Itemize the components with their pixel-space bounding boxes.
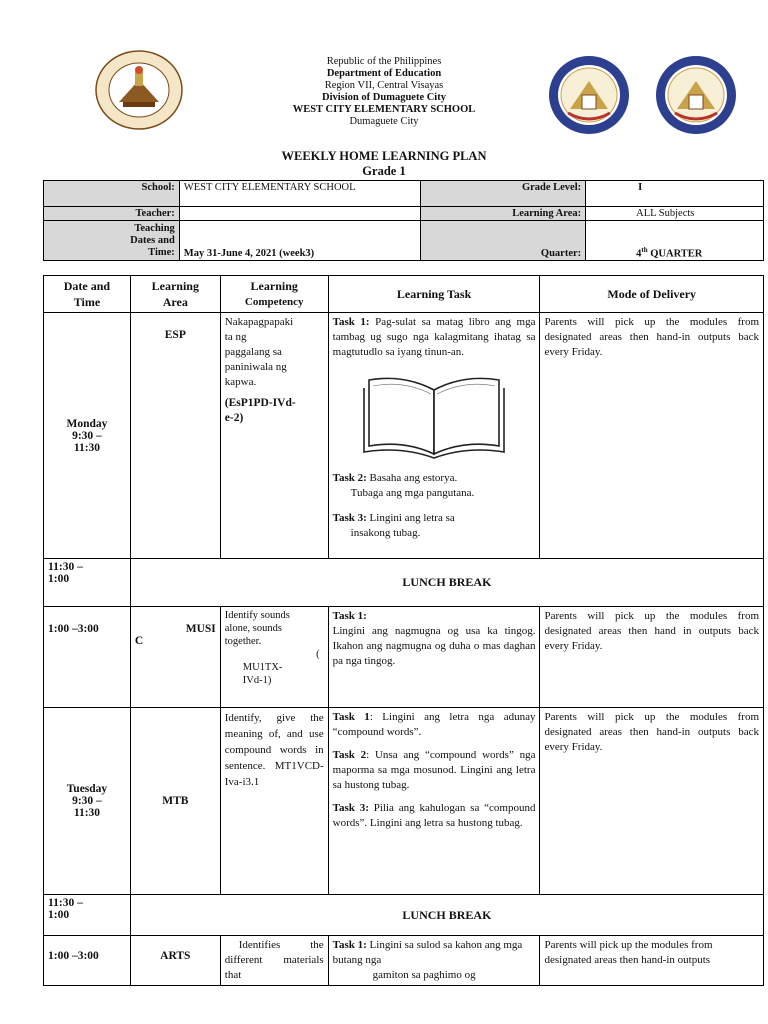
esp-task2-b: Tubaga ang mga pangutana. — [350, 487, 475, 499]
arts-task1-label: Task 1: — [332, 939, 367, 951]
music-comp-4: ( — [316, 649, 320, 660]
header-area-1: Learning — [151, 279, 199, 293]
header-comp-1: Learning — [250, 279, 298, 293]
arts-time: 1:00 –3:00 — [44, 936, 131, 986]
tuesday-day: Tuesday — [66, 783, 108, 795]
table-row — [44, 895, 764, 936]
learning-plan-table — [43, 275, 764, 986]
letterhead — [0, 56, 768, 128]
letterhead-school: WEST CITY ELEMENTARY SCHOOL — [292, 104, 476, 115]
tuesday-time-1: 9:30 – — [72, 795, 102, 807]
music-comp-2: alone, sounds — [224, 623, 282, 634]
mtb-task3-text: Pilia ang kahulogan sa “compound words”. Lingini ang letra sa hustong tubag. — [332, 802, 536, 829]
lunch2-label: LUNCH BREAK — [130, 895, 763, 936]
mtb-task2-text: : Unsa ang “compound words” nga maporma sa mga mosunod. Lingini ang letra sa hustong tubag. — [332, 749, 536, 791]
quarter-label: Quarter: — [421, 221, 586, 261]
quarter-value — [586, 221, 764, 261]
esp-comp-1: Nakapagpapaki — [224, 316, 294, 328]
mtb-mode: Parents will pick up the modules from designated areas then hand-in outputs back every Friday. — [540, 708, 764, 895]
esp-code-1: (EsP1PD-IVd- — [224, 397, 296, 409]
lunch1-time-2: 1:00 — [48, 573, 70, 585]
esp-code-2: e-2) — [224, 412, 244, 424]
monday-time-2: 11:30 — [73, 441, 101, 454]
header-date-2: Time — [73, 295, 101, 309]
music-task-cell — [328, 607, 540, 708]
esp-task-cell — [328, 313, 540, 559]
school-label: School: — [44, 181, 180, 207]
letterhead-republic: Republic of the Philippines — [326, 56, 442, 67]
music-area-1: MUSI — [185, 623, 216, 635]
header-learning-area — [130, 276, 220, 313]
header-area-2: Area — [162, 295, 188, 309]
music-comp-5: MU1TX- — [242, 662, 283, 673]
music-time: 1:00 –3:00 — [44, 607, 131, 708]
mtb-task1-text: : Lingini ang letra nga adunay “compound words”. — [332, 711, 536, 738]
table-row — [44, 936, 764, 986]
table-row — [44, 313, 764, 559]
monday-time-1: 9:30 – — [72, 429, 102, 442]
esp-task2-label: Task 2: — [332, 472, 367, 484]
letterhead-region: Region VII, Central Visayas — [324, 80, 444, 91]
table-row — [44, 607, 764, 708]
header-comp-2: Competency — [244, 296, 304, 308]
tuesday-time-2: 11:30 — [73, 807, 101, 819]
learning-area-label: Learning Area: — [421, 207, 586, 221]
esp-task1-text: Pag-sulat sa matag libro ang mga tambag ug sugo nga kalagmitang ihatag sa magtutudlo sa iyang tinun-an. — [332, 316, 536, 358]
mtb-competency: Identify, give the meaning of, and use compound words in sentence. MT1VCD-Iva-i3.1 — [220, 708, 328, 895]
learning-area-value: ALL Subjects — [586, 207, 764, 221]
esp-comp-3: paggalang sa — [224, 346, 282, 358]
esp-competency — [220, 313, 328, 559]
teacher-label: Teacher: — [44, 207, 180, 221]
tuesday-time-cell — [44, 708, 131, 895]
mtb-task2 — [333, 748, 536, 793]
arts-task1 — [333, 938, 536, 968]
esp-task3-b: insakong tubag. — [350, 527, 421, 539]
teaching-dates-label — [44, 221, 180, 261]
mtb-area: MTB — [130, 708, 220, 895]
teaching-dates-value: May 31-June 4, 2021 (week3) — [179, 221, 421, 261]
teaching-dates-label-2: Dates and — [130, 235, 175, 246]
music-comp-1: Identify sounds — [224, 610, 290, 621]
esp-task3-label: Task 3: — [332, 512, 367, 524]
music-area-2: C — [134, 635, 144, 647]
table-row — [44, 708, 764, 895]
teaching-dates-label-1: Teaching — [134, 223, 175, 234]
music-mode: Parents will pick up the modules from designated areas then hand in outputs back every Friday. — [540, 607, 764, 708]
lunch1-label: LUNCH BREAK — [130, 559, 763, 607]
quarter-suffix: th — [641, 245, 648, 254]
letterhead-city: Dumaguete City — [349, 116, 419, 127]
lunch1-time-1: 11:30 – — [48, 561, 83, 573]
monday-day: Monday — [66, 417, 108, 430]
mtb-task-cell — [328, 708, 540, 895]
music-competency — [220, 607, 328, 708]
teaching-dates-label-3: Time: — [148, 247, 175, 258]
lunch2-time-2: 1:00 — [48, 909, 70, 921]
open-book-image — [333, 368, 536, 465]
lunch2-time-1: 11:30 – — [48, 897, 83, 909]
esp-comp-4: paniniwala ng — [224, 361, 287, 373]
header-date-1: Date and — [63, 279, 111, 293]
teacher-value — [179, 207, 421, 221]
monday-time-cell — [44, 313, 131, 559]
arts-area: ARTS — [130, 936, 220, 986]
mtb-task3-label: Task 3: — [332, 802, 369, 814]
letterhead-division: Division of Dumaguete City — [322, 92, 446, 103]
esp-comp-5: kapwa. — [224, 376, 257, 388]
grade-subtitle: Grade 1 — [362, 164, 406, 178]
mtb-task2-label: Task 2 — [332, 749, 367, 761]
music-comp-6: IVd-1) — [242, 675, 272, 686]
lunch2-time — [44, 895, 131, 936]
music-task1-text: Lingini ang nagmugna og usa ka tingog. Ikahon ang nagmugna og duha o mas daghan pa nga tingog. — [332, 625, 536, 667]
quarter-number: 4 — [636, 248, 642, 259]
arts-task-cell — [328, 936, 540, 986]
grade-level-value: I — [586, 181, 764, 207]
header-competency — [220, 276, 328, 313]
arts-task1-text: Lingini sa sulod sa kahon ang mga butang nga — [332, 939, 523, 966]
arts-mode: Parents will pick up the modules from designated areas then hand-in outputs — [540, 936, 764, 986]
arts-competency: Identifies the different materials that — [220, 936, 328, 986]
esp-task2 — [333, 471, 536, 486]
esp-task3 — [333, 511, 536, 526]
esp-task2-text: Basaha ang estorya. — [366, 472, 458, 484]
lunch1-time — [44, 559, 131, 607]
quarter-text: QUARTER — [647, 248, 703, 259]
page-title: WEEKLY HOME LEARNING PLAN — [281, 149, 487, 163]
esp-task1 — [333, 315, 536, 360]
school-value: WEST CITY ELEMENTARY SCHOOL — [179, 181, 421, 207]
mtb-task1-label: Task 1 — [332, 711, 370, 723]
mtb-task3 — [333, 801, 536, 831]
esp-task3-text: Lingini ang letra sa — [366, 512, 455, 524]
header-mode-delivery: Mode of Delivery — [540, 276, 764, 313]
esp-area: ESP — [130, 313, 220, 559]
table-row — [44, 559, 764, 607]
header-date-time — [44, 276, 131, 313]
esp-task1-label: Task 1: — [332, 316, 370, 328]
info-table — [43, 180, 764, 261]
arts-task1-b: gamiton sa paghimo og — [372, 969, 476, 981]
letterhead-department: Department of Education — [326, 68, 442, 79]
music-comp-3: together. — [224, 636, 262, 647]
header-learning-task: Learning Task — [328, 276, 540, 313]
esp-mode: Parents will pick up the modules from designated areas then hand-in outputs back every Friday. — [540, 313, 764, 559]
music-area — [130, 607, 220, 708]
mtb-task1 — [333, 710, 536, 740]
music-task1-label: Task 1: — [332, 610, 367, 622]
esp-comp-2: ta ng — [224, 331, 247, 343]
grade-level-label: Grade Level: — [421, 181, 586, 207]
